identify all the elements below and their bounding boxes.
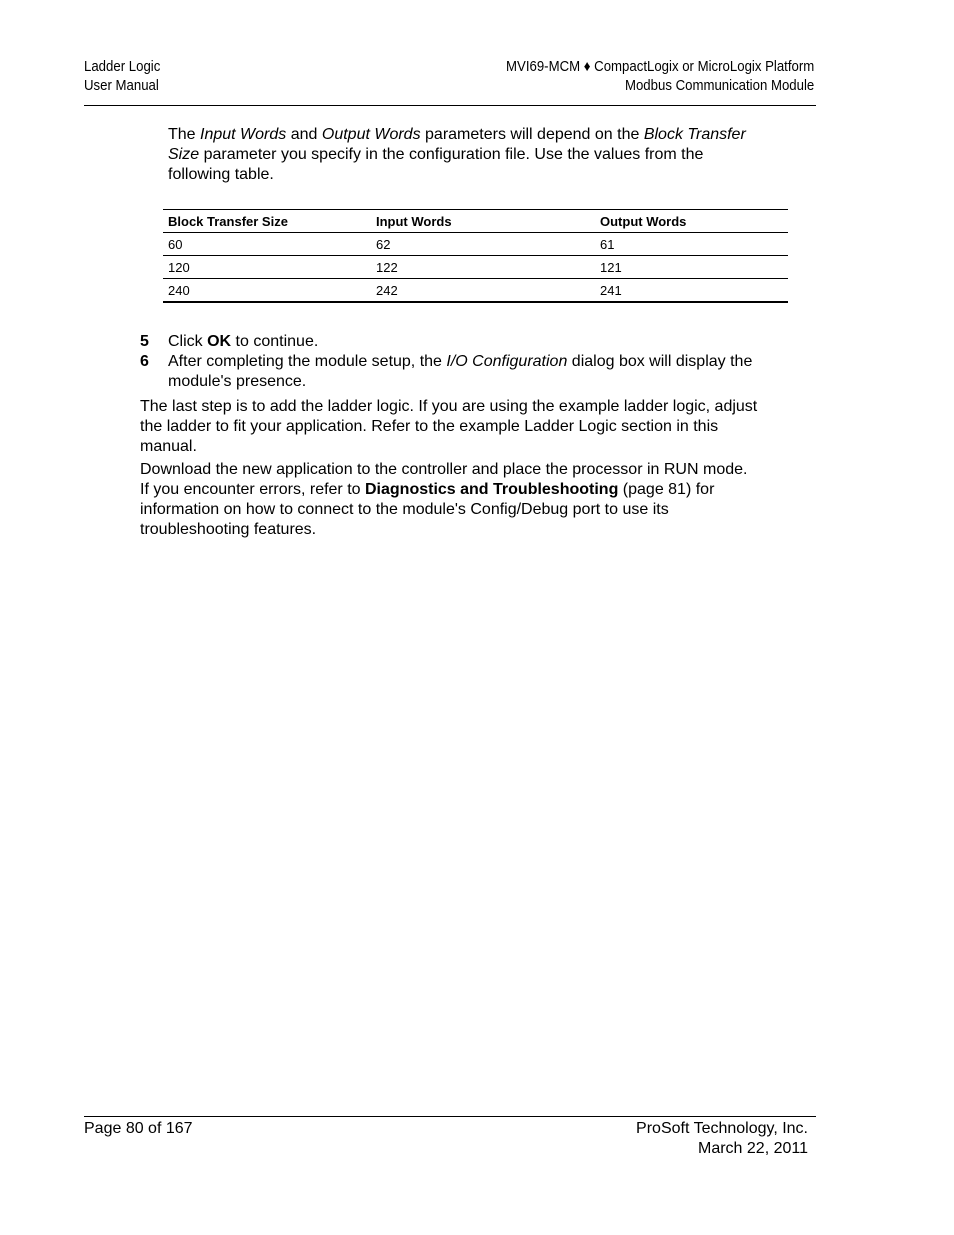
step-text-part: dialog box will display the module's presence. — [168, 353, 753, 390]
step-text — [168, 332, 760, 352]
step-list — [140, 332, 760, 392]
page-header-left — [84, 57, 160, 95]
step-number: 6 — [140, 353, 149, 370]
table-cell: 241 — [600, 282, 622, 298]
intro-term-output-words: Output Words — [321, 126, 421, 143]
body-paragraph: The last step is to add the ladder logic. If you are using the example ladder logic, adjust the ladder to fit your application. Refer to the example Ladder Logic section in this manual. — [140, 398, 758, 455]
table-row — [163, 256, 788, 279]
step-term-io-configuration: I/O Configuration — [446, 353, 568, 370]
header-product-subtitle: Modbus Communication Module — [624, 77, 814, 94]
table-header-cell: Input Words — [376, 213, 452, 229]
intro-text: and — [286, 126, 322, 143]
table-cell: 61 — [600, 236, 615, 252]
table-cell: 240 — [168, 282, 190, 298]
table-cell: 242 — [376, 282, 398, 298]
step-item — [140, 332, 760, 352]
intro-text: parameters will depend on the — [420, 126, 644, 143]
table-cell: 60 — [168, 236, 183, 252]
table-cell: 122 — [376, 259, 398, 275]
paragraph-text: (page 81) for information on how to connect to the module's Config/Debug port to use its troubleshooting features. — [140, 481, 715, 538]
intro-text: parameter you specify in the configuration file. Use the values from the following table. — [168, 146, 704, 183]
intro-term-input-words: Input Words — [200, 126, 287, 143]
cross-reference-link[interactable]: Diagnostics and Troubleshooting — [365, 481, 619, 498]
header-doc-type: User Manual — [84, 77, 159, 94]
paragraph-text: Download the new application to the controller and place the processor in RUN mode. If you encounter errors, refer to — [140, 461, 748, 498]
header-product-title: MVI69-MCM ♦ CompactLogix or MicroLogix Platform — [505, 58, 814, 75]
body-paragraph — [140, 460, 760, 540]
table-header-cell: Output Words — [600, 213, 687, 229]
footer-date: March 22, 2011 — [698, 1140, 808, 1157]
table-header-row — [163, 210, 788, 233]
page-number: Page 80 of 167 — [84, 1120, 193, 1137]
step-number: 5 — [140, 333, 149, 350]
intro-paragraph — [168, 125, 768, 185]
step-ok-label: OK — [207, 333, 232, 350]
page-footer-right — [636, 1119, 808, 1159]
step-text-part: After completing the module setup, the — [168, 353, 447, 370]
table-row — [163, 233, 788, 256]
table-cell: 121 — [600, 259, 622, 275]
table-row — [163, 279, 788, 303]
footer-company: ProSoft Technology, Inc. — [636, 1120, 808, 1137]
block-transfer-table — [163, 209, 788, 303]
step-item — [140, 352, 760, 392]
table-cell: 120 — [168, 259, 190, 275]
step-text-part: to continue. — [231, 333, 319, 350]
intro-term-block-transfer-size: Block Transfer Size — [168, 126, 746, 163]
page-header-right — [506, 57, 814, 95]
table-header-cell: Block Transfer Size — [168, 213, 288, 229]
intro-text: The — [168, 126, 201, 143]
header-divider — [84, 105, 816, 106]
step-text — [168, 352, 760, 392]
table-cell: 62 — [376, 236, 391, 252]
step-text-part: Click — [168, 333, 208, 350]
footer-divider — [84, 1116, 816, 1117]
header-section-title: Ladder Logic — [84, 58, 161, 75]
